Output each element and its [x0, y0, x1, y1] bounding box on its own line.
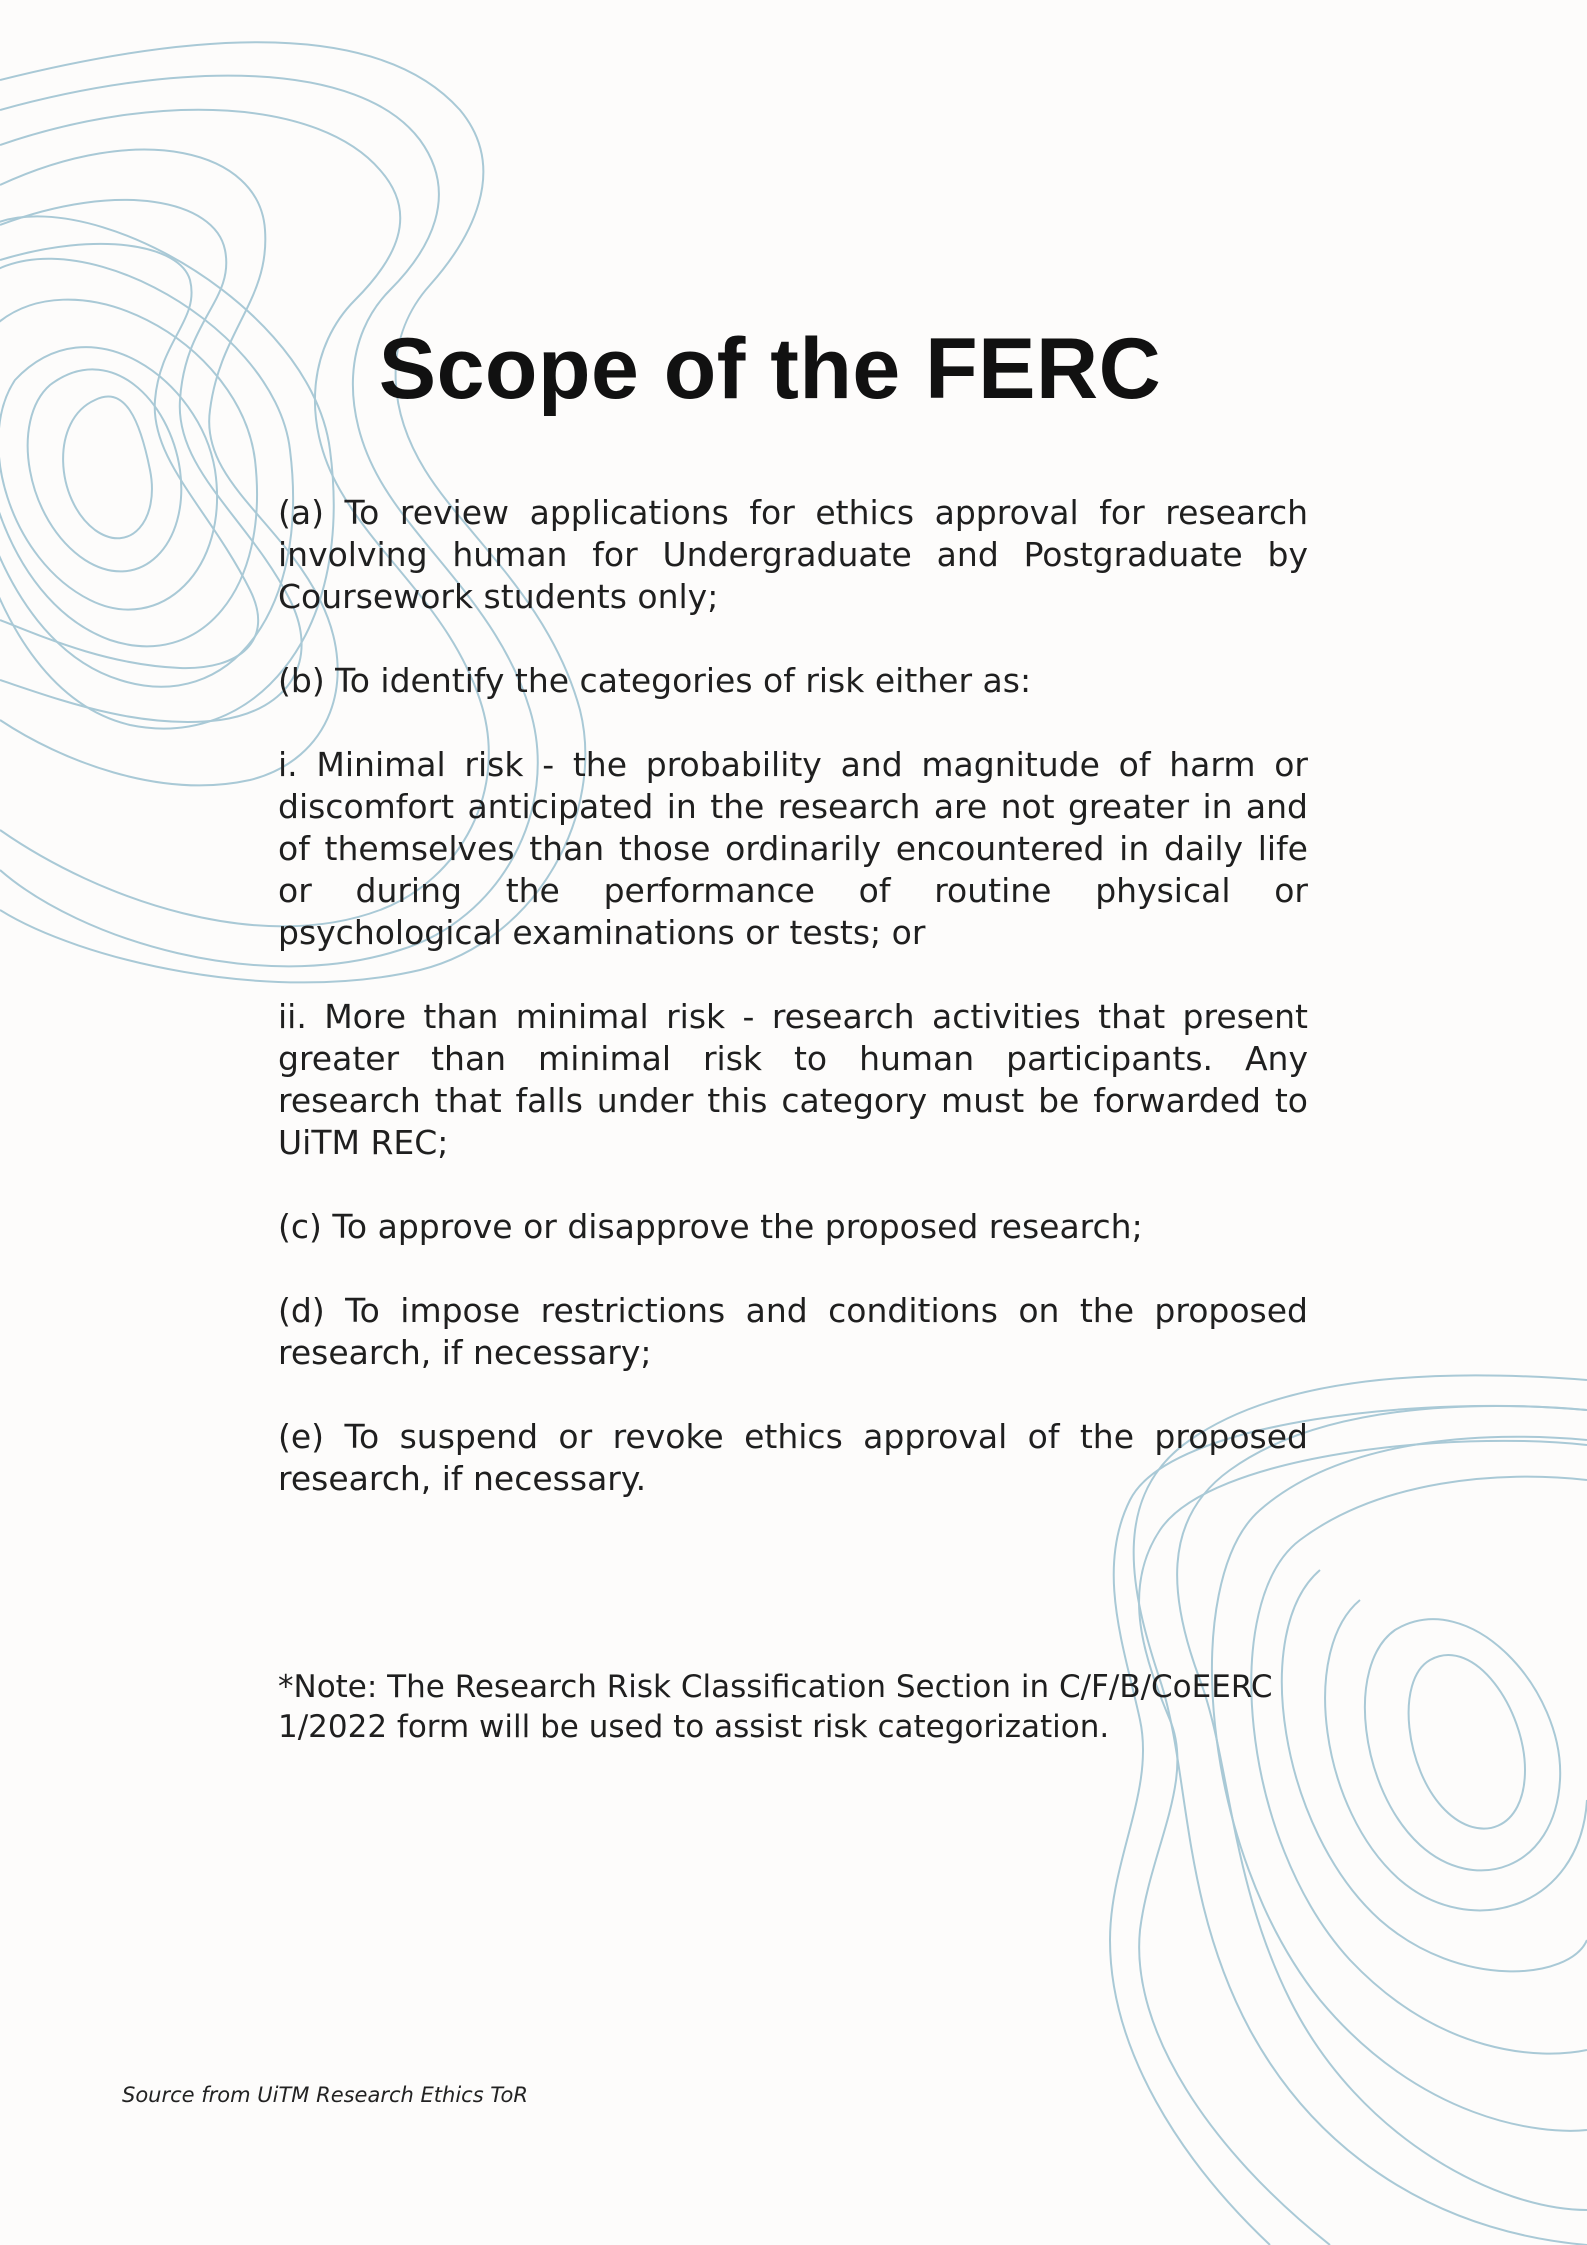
scope-item-d: (d) To impose restrictions and conditions on the proposed research, if necessary; — [278, 1291, 1308, 1372]
risk-classification-note: *Note: The Research Risk Classification Section in C/F/B/CoEERC 1/2022 form will be used to assist risk categorization. — [278, 1669, 1273, 1745]
page-title: Scope of the FERC — [378, 321, 1162, 417]
scope-item-b: (b) To identify the categories of risk either as: — [278, 661, 1032, 700]
scope-item-a: (a) To review applications for ethics approval for research involving human for Undergraduate and Postgraduate by Coursework students only; — [278, 493, 1308, 616]
scope-list — [278, 492, 1308, 1542]
source-citation: Source from UiTM Research Ethics ToR — [122, 2083, 528, 2107]
scope-item-c: (c) To approve or disapprove the proposed research; — [278, 1207, 1143, 1246]
risk-category-minimal: i. Minimal risk - the probability and magnitude of harm or discomfort anticipated in the research are not greater in and of themselves than those ordinarily encountered in daily life or during the performance of routine physical or psychological examinations or tests; or — [278, 745, 1308, 952]
scope-item-e: (e) To suspend or revoke ethics approval of the proposed research, if necessary. — [278, 1417, 1308, 1498]
risk-category-more-than-minimal: ii. More than minimal risk - research activities that present greater than minimal risk to human participants. Any research that falls under this category must be forwarded to UiTM REC; — [278, 997, 1308, 1162]
